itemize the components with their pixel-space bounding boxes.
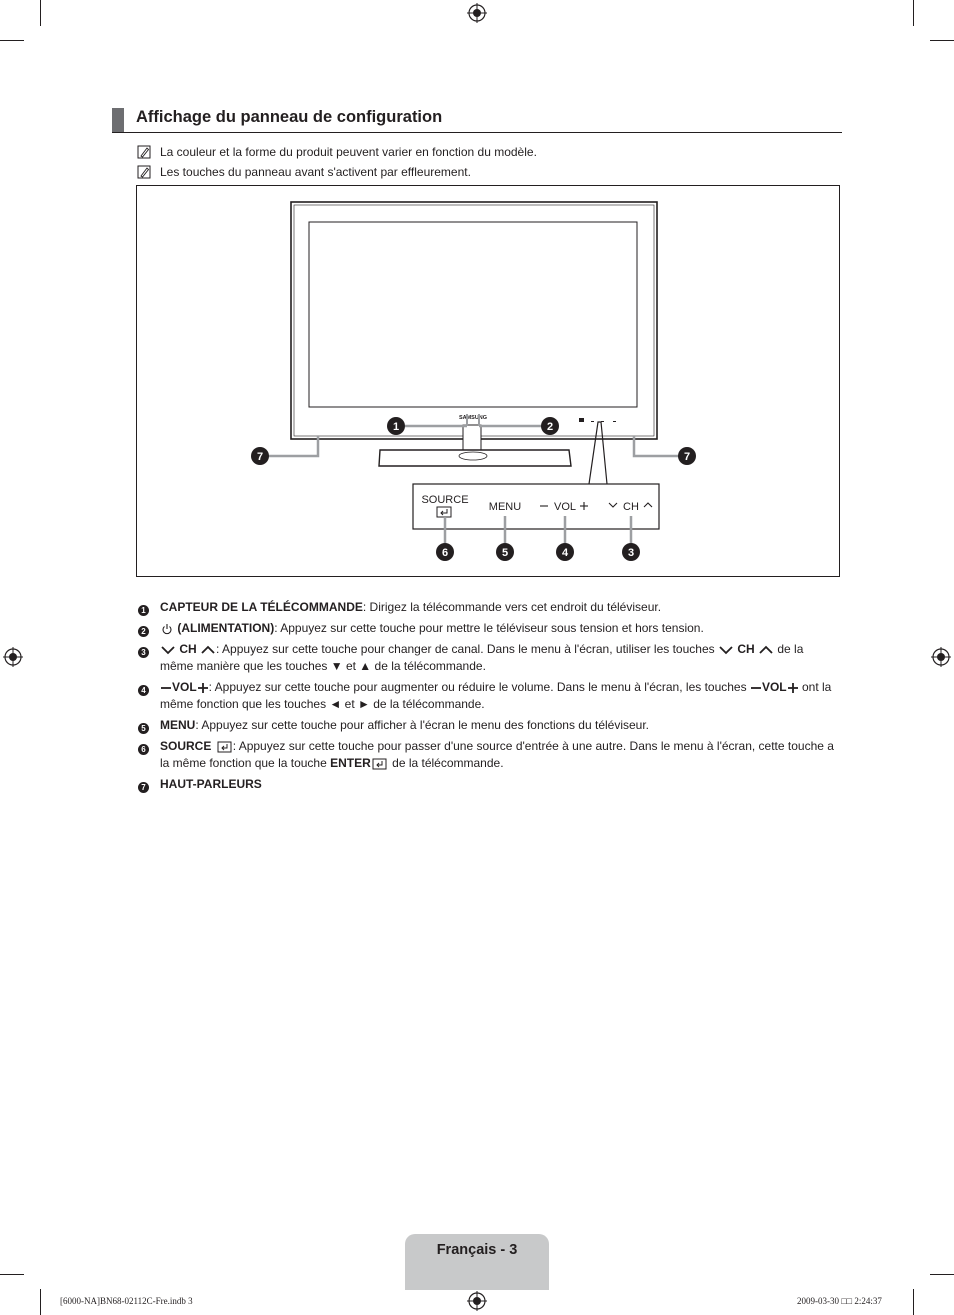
minus-icon <box>750 683 762 693</box>
section-title-marker <box>112 108 124 132</box>
callout-5-label: 5 <box>501 547 509 559</box>
note-text: Les touches du panneau avant s'activent par effleurement. <box>160 165 471 179</box>
crop-mark <box>930 1274 954 1275</box>
panel-label-menu: MENU <box>488 501 522 513</box>
list-item <box>138 599 840 616</box>
tv-screen <box>309 222 637 407</box>
panel-label-vol: VOL <box>553 501 577 513</box>
tv-button-mark <box>591 421 594 422</box>
list-item <box>138 641 840 675</box>
brand-logo: SAMSUNG <box>458 415 488 421</box>
registration-mark-icon <box>3 647 23 667</box>
panel-label-ch: CH <box>623 501 639 513</box>
item-term: ENTER <box>330 756 371 770</box>
page-number: Français - 3 <box>436 1242 518 1258</box>
list-item <box>138 738 840 772</box>
note-text: La couleur et la forme du produit peuvent varier en fonction du modèle. <box>160 145 537 159</box>
callout-4-label: 4 <box>561 547 569 559</box>
list-item <box>138 717 840 734</box>
item-term: SOURCE <box>160 739 212 753</box>
callout-7-label: 7 <box>683 451 691 463</box>
registration-mark-icon <box>931 647 951 667</box>
list-item <box>138 620 840 637</box>
crop-mark <box>913 0 914 26</box>
item-description: : Appuyez sur cette touche pour mettre le téléviseur sous tension et hors tension. <box>274 621 704 635</box>
item-description: : Appuyez sur cette touche pour afficher à l'écran le menu des fonctions du téléviseur. <box>195 718 650 732</box>
chevron-down-icon <box>718 645 734 655</box>
callout-6-label: 6 <box>441 547 449 559</box>
callout-1-label: 1 <box>392 421 400 433</box>
minus-icon <box>160 683 172 693</box>
callout-7-label: 7 <box>256 451 264 463</box>
item-term: HAUT-PARLEURS <box>160 777 262 791</box>
note-icon <box>137 165 151 179</box>
imprint-right: 2009-03-30 □□ 2:24:37 <box>797 1296 882 1306</box>
item-description: ont la même fonction que les touches ◄ et ► de la télécommande. <box>160 680 832 711</box>
item-term: CH <box>179 642 197 656</box>
enter-icon <box>215 741 233 753</box>
item-number: 6 <box>138 744 149 755</box>
tv-stand-neck <box>463 425 481 453</box>
crop-mark <box>913 1289 914 1315</box>
item-description: : Appuyez sur cette touche pour passer d'une source d'entrée à une autre. Dans le menu à l'écran, cette touche a la même fonction que la touche <box>160 739 834 770</box>
item-term: VOL <box>172 680 197 694</box>
crop-mark <box>40 0 41 26</box>
enter-icon <box>371 758 389 770</box>
note <box>137 145 537 159</box>
item-description: de la télécommande. <box>392 756 504 770</box>
chevron-up-icon <box>200 645 216 655</box>
plus-icon <box>197 683 209 693</box>
tv-figure <box>136 185 840 577</box>
item-description: : Appuyez sur cette touche pour changer de canal. Dans le menu à l'écran, utiliser les touches <box>216 642 715 656</box>
callout-3-label: 3 <box>627 547 635 559</box>
section-title-rule <box>112 132 842 133</box>
panel-label-source: SOURCE <box>421 494 469 506</box>
item-number: 7 <box>138 782 149 793</box>
list-item <box>138 679 840 713</box>
note <box>137 165 471 179</box>
item-term: MENU <box>160 718 196 732</box>
item-term: CAPTEUR DE LA TÉLÉCOMMANDE <box>160 600 363 614</box>
item-term: (ALIMENTATION) <box>177 621 275 635</box>
tv-diagram <box>137 186 839 576</box>
chevron-up-icon <box>758 645 774 655</box>
item-description: : Appuyez sur cette touche pour augmenter ou réduire le volume. Dans le menu à l'écran, les touches <box>208 680 747 694</box>
tv-button-mark <box>579 418 584 422</box>
item-number: 5 <box>138 723 149 734</box>
item-term: VOL <box>761 680 787 694</box>
item-number: 4 <box>138 685 149 696</box>
item-description: : Dirigez la télécommande vers cet endroit du téléviseur. <box>362 600 662 614</box>
note-icon <box>137 145 151 159</box>
crop-mark <box>0 40 24 41</box>
section-title: Affichage du panneau de configuration <box>136 108 443 126</box>
callout-2-label: 2 <box>546 421 554 433</box>
list-item <box>138 776 840 793</box>
crop-mark <box>930 40 954 41</box>
plus-icon <box>787 683 799 693</box>
crop-mark <box>40 1289 41 1315</box>
item-list <box>138 599 840 797</box>
tv-button-mark <box>613 421 616 422</box>
power-icon <box>160 623 174 635</box>
item-number: 3 <box>138 647 149 658</box>
registration-mark-icon <box>467 1291 487 1311</box>
item-term: CH <box>737 642 755 656</box>
imprint-left: [6000-NA]BN68-02112C-Fre.indb 3 <box>60 1296 193 1306</box>
item-description: de la même manière que les touches ▼ et ▲ de la télécommande. <box>160 642 804 673</box>
crop-mark <box>0 1274 24 1275</box>
registration-mark-icon <box>467 3 487 23</box>
chevron-down-icon <box>160 645 176 655</box>
item-number: 2 <box>138 626 149 637</box>
item-number: 1 <box>138 605 149 616</box>
